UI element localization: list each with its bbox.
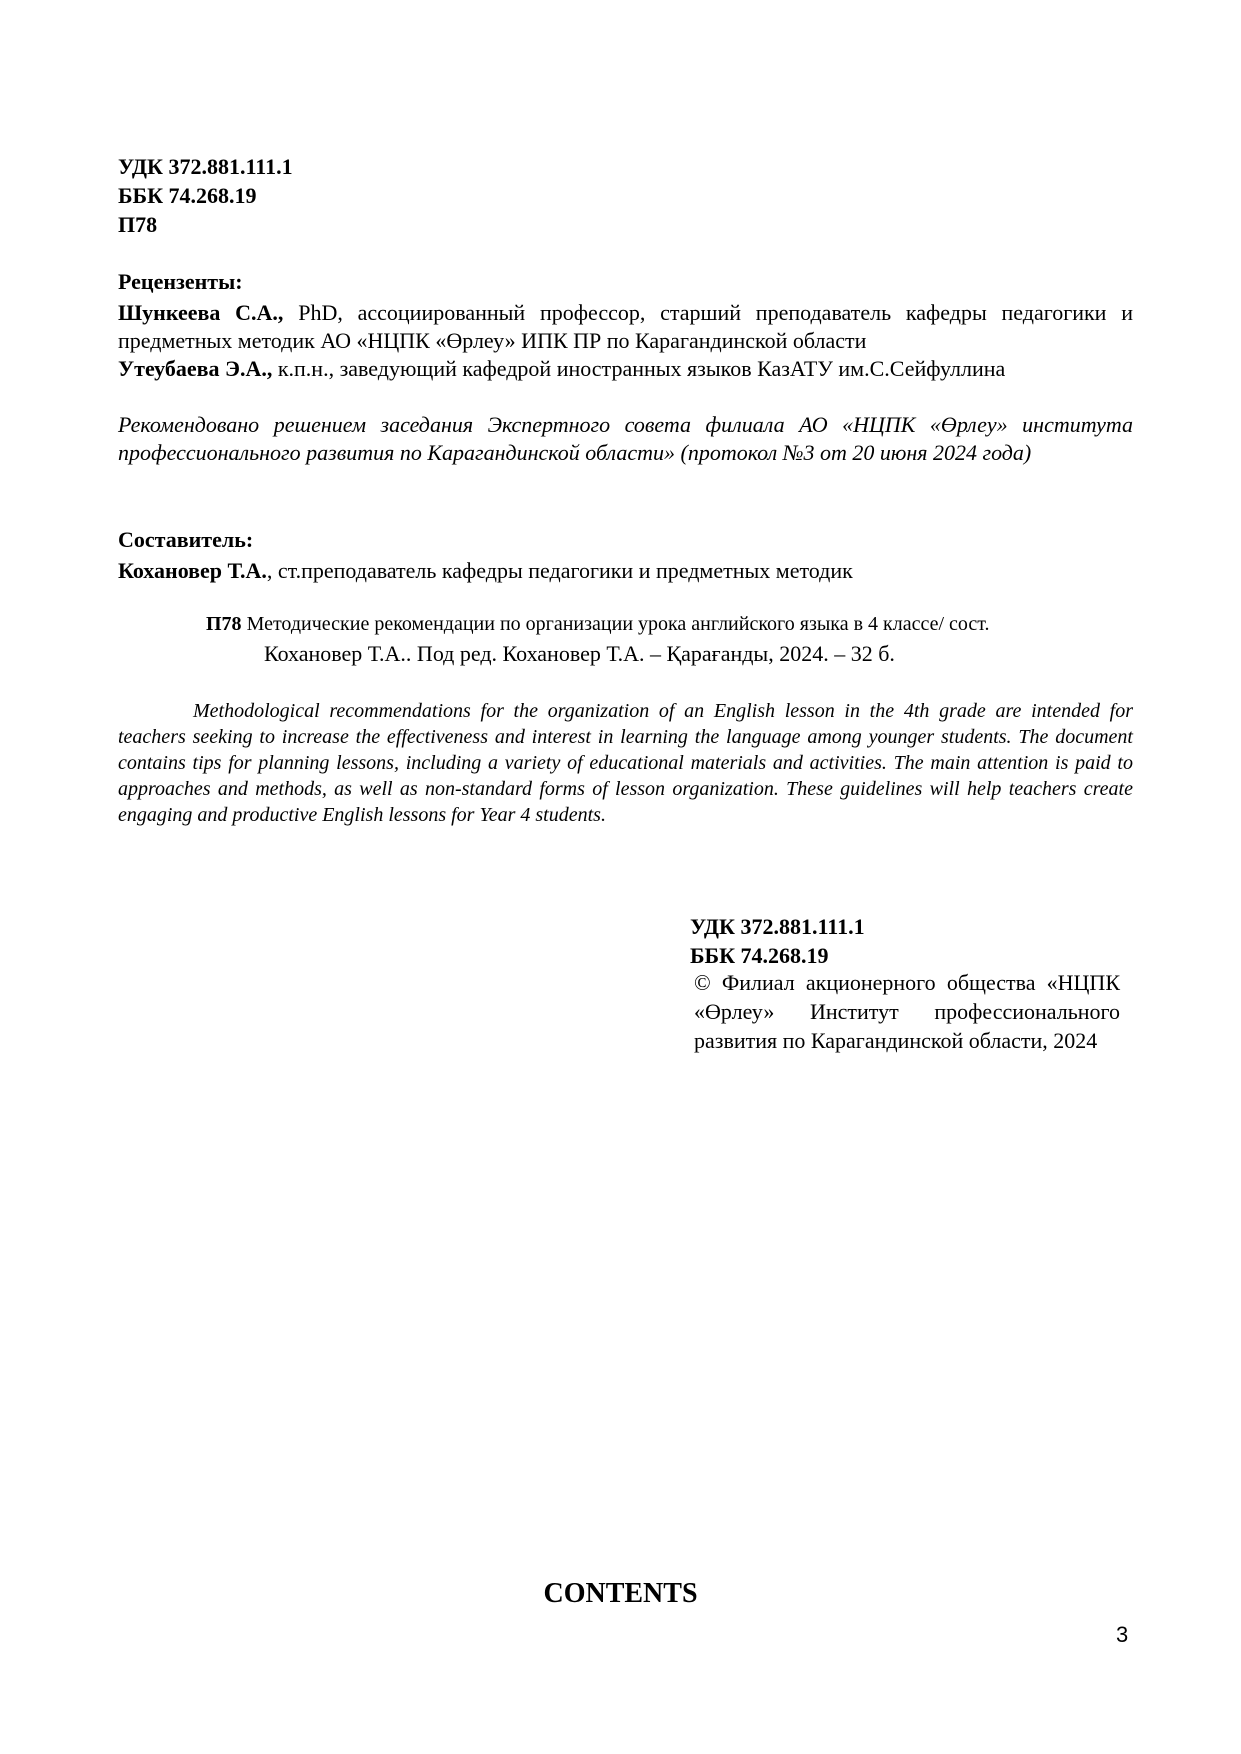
recommendation-note: Рекомендовано решением заседания Экспертного совета филиала АО «НЦПК «Өрлеу» института профессионального развития по Карагандинской области» (протокол №3 от 20 июня 2024 года): [118, 412, 1133, 465]
author-mark: П78: [118, 212, 158, 237]
compiler-heading: Составитель:: [118, 527, 254, 552]
compiler-section: [118, 526, 1133, 585]
page-number: 3: [1116, 1622, 1129, 1647]
reviewer-2-name: Утеубаева Э.А.,: [118, 356, 273, 381]
udk-code: УДК 372.881.111.1: [118, 154, 293, 179]
catalog-line-1: [206, 609, 1126, 639]
catalog-mark: П78: [206, 613, 242, 635]
reviewers-section: [118, 268, 1133, 383]
reviewers-heading: Рецензенты:: [118, 269, 243, 294]
abstract-text: Methodological recommendations for the organization of an English lesson in the 4th grade are intended for teachers seeking to increase the effectiveness and interest in learning the language among younger students. The document contains tips for planning lessons, including a variety of educational materials and activities. The main attention is paid to approaches and methods, as well as non-standard forms of lesson organization. These guidelines will help teachers create engaging and productive English lessons for Year 4 students.: [118, 700, 1133, 826]
bottom-bbk-code: ББК 74.268.19: [690, 943, 829, 968]
reviewer-1: [118, 299, 1133, 355]
copyright-notice: © Филиал акционерного общества «НЦПК «Өрлеу» Институт профессионального развития по Карагандинской области, 2024: [694, 970, 1120, 1053]
reviewer-2: [118, 355, 1133, 383]
reviewer-2-details: к.п.н., заведующий кафедрой иностранных языков КазАТУ им.С.Сейфуллина: [272, 356, 1006, 381]
reviewer-1-name: Шункеева С.А.,: [118, 300, 284, 325]
contents-heading: CONTENTS: [543, 1578, 698, 1609]
catalog-title: Методические рекомендации по организации урока английского языка в 4 классе/ сост.: [241, 613, 990, 635]
bbk-code: ББК 74.268.19: [118, 183, 257, 208]
reviewer-1-details: PhD, ассоциированный профессор, старший преподаватель кафедры педагогики и предметных методик АО «НЦПК «Өрлеу» ИПК ПР по Карагандинской области: [118, 300, 1134, 353]
compiler-name: Кохановер Т.А.: [118, 558, 267, 583]
catalog-line-2: Кохановер Т.А.. Под ред. Кохановер Т.А. – Қарағанды, 2024. – 32 б.: [264, 641, 895, 666]
bottom-classification-codes: [690, 912, 865, 970]
bottom-udk-code: УДК 372.881.111.1: [690, 914, 865, 939]
classification-codes: [118, 152, 293, 239]
compiler-details: , ст.преподаватель кафедры педагогики и предметных методик: [266, 558, 853, 583]
catalog-entry: [206, 609, 1126, 669]
compiler-line: [118, 557, 1133, 585]
abstract-paragraph: [118, 698, 1133, 828]
